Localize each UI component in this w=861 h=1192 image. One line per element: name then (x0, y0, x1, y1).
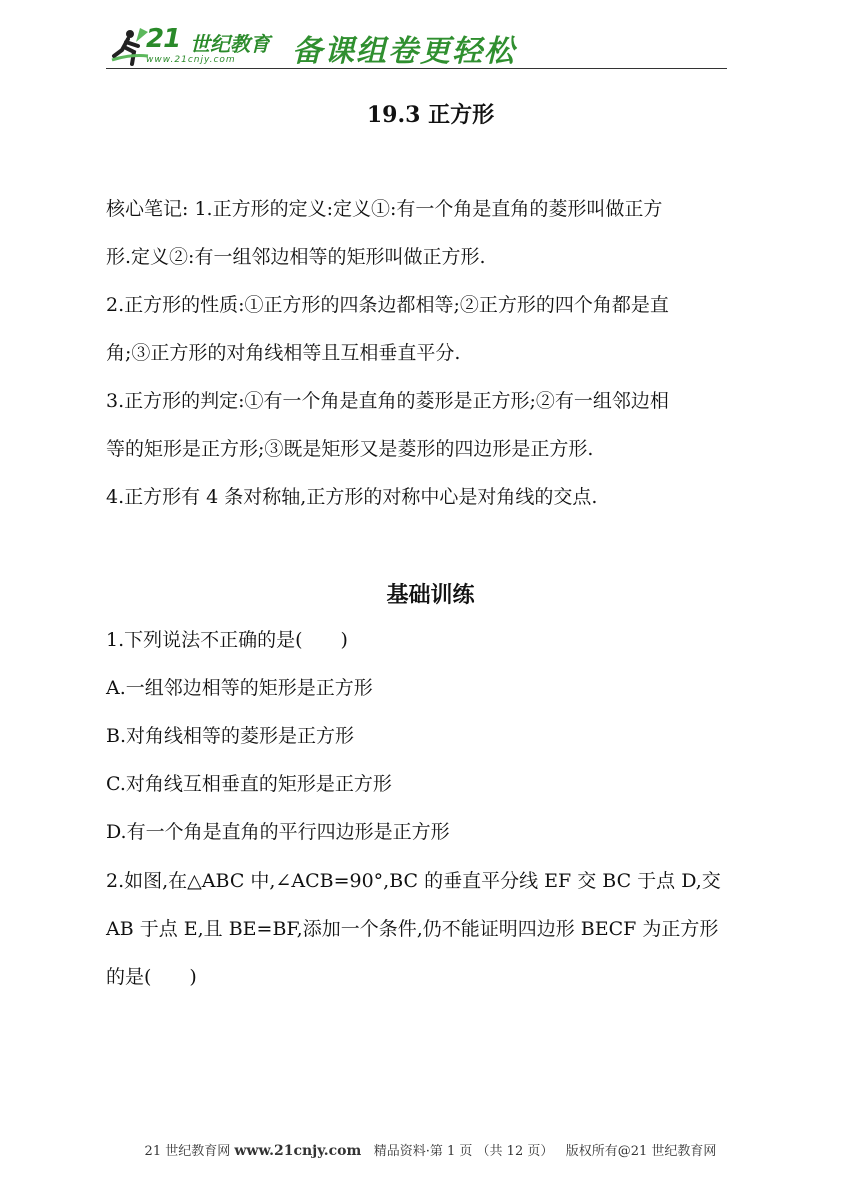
question-line: 1.下列说法不正确的是( ) (106, 629, 348, 651)
slogan: 备课组卷更轻松 (292, 34, 516, 69)
footer-copyright: 版权所有@21 世纪教育网 (565, 1144, 717, 1159)
logo-url: www.21cnjy.com (146, 55, 236, 65)
header-divider (106, 68, 727, 69)
section-title: 基础训练 (386, 582, 475, 608)
note-line: 3.正方形的判定:①有一个角是直角的菱形是正方形;②有一组邻边相 (106, 390, 669, 412)
note-line: 2.正方形的性质:①正方形的四条边都相等;②正方形的四个角都是直 (106, 294, 669, 316)
logo-text: 世纪教育 (190, 32, 270, 56)
option-d: D.有一个角是直角的平行四边形是正方形 (106, 821, 450, 843)
page-footer (0, 1140, 861, 1159)
question-line: 的是( ) (106, 966, 197, 988)
option-b: B.对角线相等的菱形是正方形 (106, 725, 355, 747)
footer-site-link[interactable]: www.21cnjy.com (234, 1143, 362, 1159)
note-line: 角;③正方形的对角线相等且互相垂直平分. (106, 342, 461, 364)
logo (106, 22, 286, 68)
question-line: 2.如图,在△ABC 中,∠ACB=90°,BC 的垂直平分线 EF 交 BC 于点 D,交 (106, 870, 721, 892)
footer-page-info: 精品资料·第 1 页 （共 12 页） (373, 1144, 554, 1159)
note-line: 核心笔记: 1.正方形的定义:定义①:有一个角是直角的菱形叫做正方 (106, 198, 663, 220)
note-line: 4.正方形有 4 条对称轴,正方形的对称中心是对角线的交点. (106, 486, 598, 508)
option-a: A.一组邻边相等的矩形是正方形 (106, 677, 373, 699)
footer-left: 21 世纪教育网 (144, 1144, 231, 1159)
page-header (106, 22, 726, 70)
logo-number: 21 (146, 24, 181, 54)
note-line: 等的矩形是正方形;③既是矩形又是菱形的四边形是正方形. (106, 438, 594, 460)
runner-icon (110, 26, 150, 66)
question-line: AB 于点 E,且 BE=BF,添加一个条件,仍不能证明四边形 BECF 为正方形 (106, 918, 719, 940)
page-title: 19.3 正方形 (366, 102, 495, 128)
option-c: C.对角线互相垂直的矩形是正方形 (106, 773, 392, 795)
note-line: 形.定义②:有一组邻边相等的矩形叫做正方形. (106, 246, 486, 268)
